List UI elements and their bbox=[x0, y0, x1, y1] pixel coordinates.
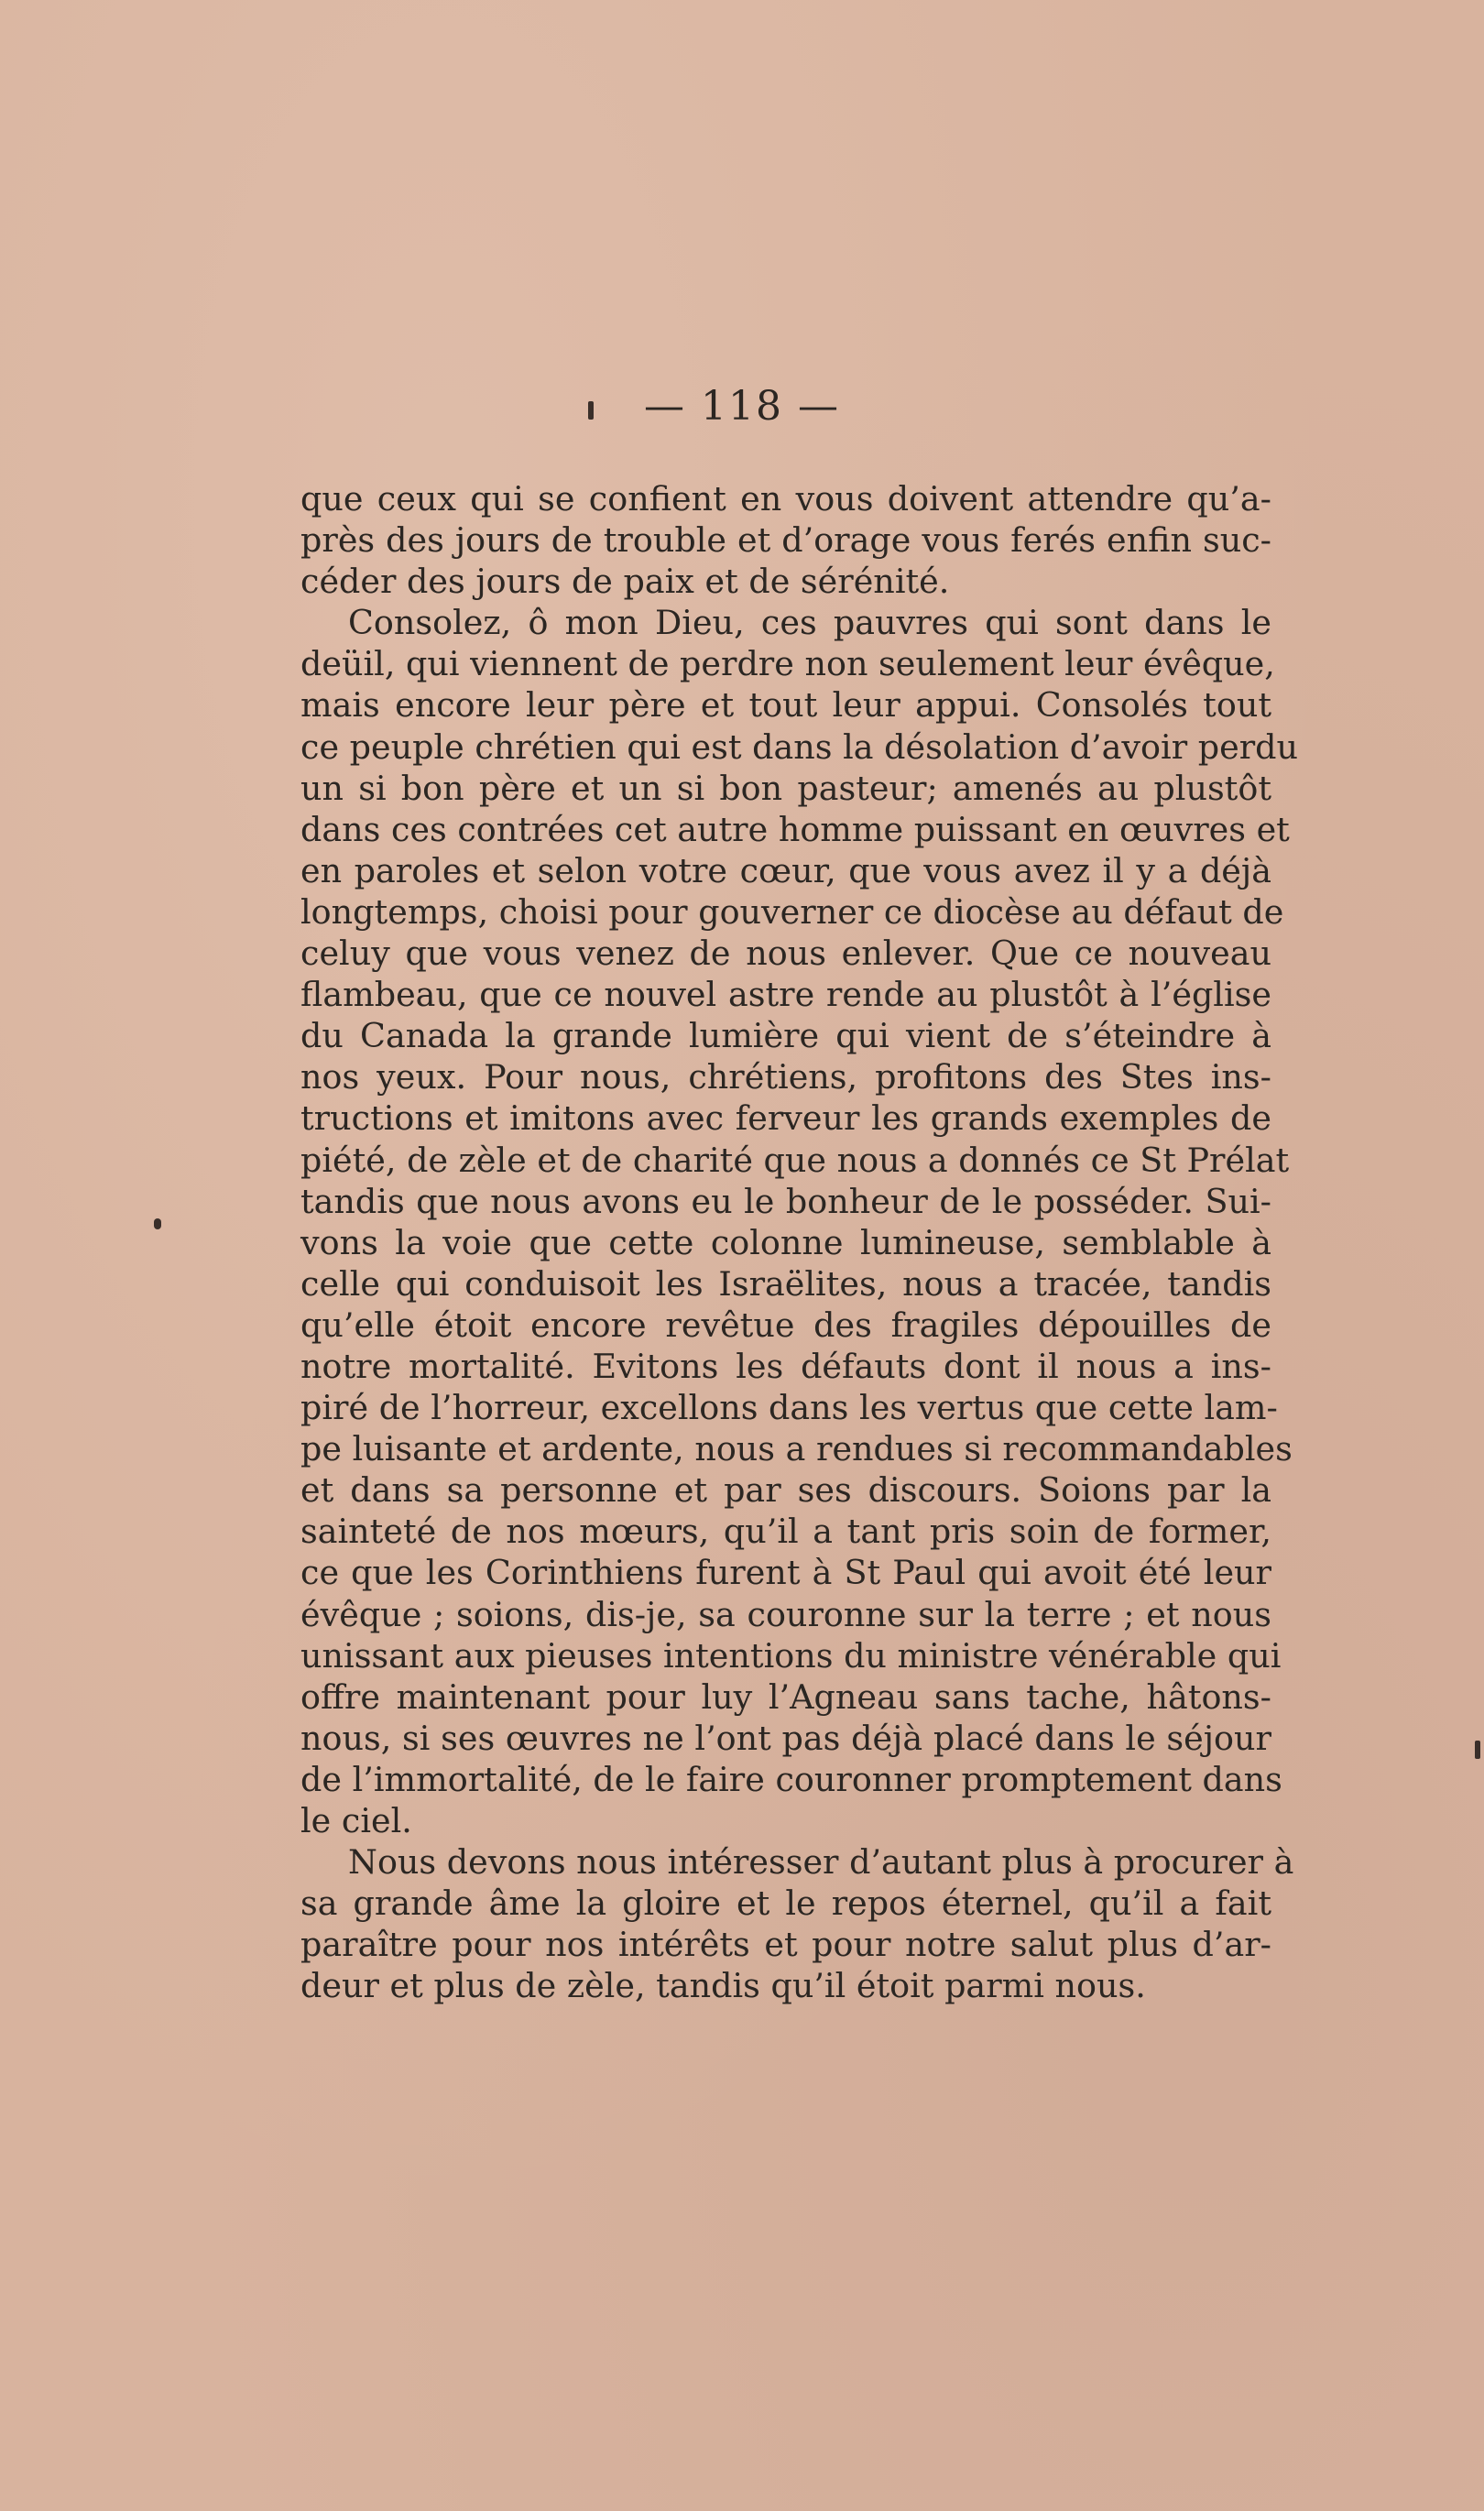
text-line: que ceux qui se confient en vous doivent attendre qu’a- bbox=[300, 479, 1271, 519]
text-line: Consolez, ô mon Dieu, ces pauvres qui sont dans le bbox=[348, 603, 1271, 643]
text-line: de l’immortalité, de le faire couronner promptement dans bbox=[300, 1759, 1282, 1799]
text-line: céder des jours de paix et de sérénité. bbox=[300, 562, 950, 602]
text-line: ce peuple chrétien qui est dans la désolation d’avoir perdu bbox=[300, 726, 1299, 767]
text-line: le ciel. bbox=[300, 1801, 412, 1840]
text-line: évêque ; soions, dis-je, sa couronne sur la terre ; et nous bbox=[300, 1594, 1271, 1634]
page-number: — 118 — bbox=[644, 383, 840, 430]
text-line: flambeau, que ce nouvel astre rende au plustôt à l’église bbox=[300, 975, 1271, 1015]
text-line: piré de l’horreur, excellons dans les vertus que cette lam- bbox=[300, 1388, 1278, 1428]
text-line: piété, de zèle et de charité que nous a donnés ce St Prélat bbox=[300, 1140, 1290, 1180]
text-line: qu’elle étoit encore revêtue des fragiles dépouilles de bbox=[300, 1305, 1271, 1345]
text-line: longtemps, choisi pour gouverner ce diocèse au défaut de bbox=[300, 891, 1284, 932]
text-line: celle qui conduisoit les Israëlites, nous a tracée, tandis bbox=[300, 1263, 1271, 1304]
text-line: vons la voie que cette colonne lumineuse, semblable à bbox=[300, 1222, 1271, 1262]
body-text bbox=[300, 478, 1299, 2006]
text-line: celuy que vous venez de nous enlever. Que ce nouveau bbox=[300, 933, 1271, 974]
text-line: sainteté de nos mœurs, qu’il a tant pris soin de former, bbox=[300, 1512, 1271, 1552]
ink-mark bbox=[1475, 1741, 1480, 1759]
text-line: paraître pour nos intérêts et pour notre salut plus d’ar- bbox=[300, 1925, 1271, 1965]
text-line: deüil, qui viennent de perdre non seulement leur évêque, bbox=[300, 644, 1275, 684]
text-line: un si bon père et un si bon pasteur; amenés au plustôt bbox=[300, 768, 1271, 808]
text-line: du Canada la grande lumière qui vient de s’éteindre à bbox=[300, 1016, 1271, 1056]
text-line: unissant aux pieuses intentions du ministre vénérable qui bbox=[300, 1635, 1282, 1676]
text-line: en paroles et selon votre cœur, que vous avez il y a déjà bbox=[300, 850, 1271, 890]
text-line: nous, si ses œuvres ne l’ont pas déjà placé dans le séjour bbox=[300, 1718, 1271, 1758]
text-line: tructions et imitons avec ferveur les grands exemples de bbox=[300, 1098, 1271, 1139]
text-line: sa grande âme la gloire et le repos éternel, qu’il a fait bbox=[300, 1883, 1271, 1924]
text-line: pe luisante et ardente, nous a rendues si recommandables bbox=[300, 1429, 1293, 1469]
text-line: notre mortalité. Evitons les défauts dont il nous a ins- bbox=[300, 1346, 1271, 1386]
ink-mark bbox=[154, 1218, 161, 1229]
text-line: offre maintenant pour luy l’Agneau sans tache, hâtons- bbox=[300, 1676, 1271, 1717]
text-line: près des jours de trouble et d’orage vous ferés enfin suc- bbox=[300, 520, 1271, 561]
text-line: Nous devons nous intéresser d’autant plus à procurer à bbox=[348, 1842, 1294, 1883]
text-line: deur et plus de zèle, tandis qu’il étoit parmi nous. bbox=[300, 1966, 1146, 2006]
text-line: mais encore leur père et tout leur appui. Consolés tout bbox=[300, 685, 1271, 726]
text-line: ce que les Corinthiens furent à St Paul qui avoit été leur bbox=[300, 1553, 1271, 1593]
text-line: et dans sa personne et par ses discours. Soions par la bbox=[300, 1470, 1271, 1511]
text-line: tandis que nous avons eu le bonheur de le posséder. Sui- bbox=[300, 1181, 1271, 1221]
text-line: nos yeux. Pour nous, chrétiens, profitons des Stes ins- bbox=[300, 1057, 1271, 1097]
text-line: dans ces contrées cet autre homme puissant en œuvres et bbox=[300, 809, 1290, 849]
